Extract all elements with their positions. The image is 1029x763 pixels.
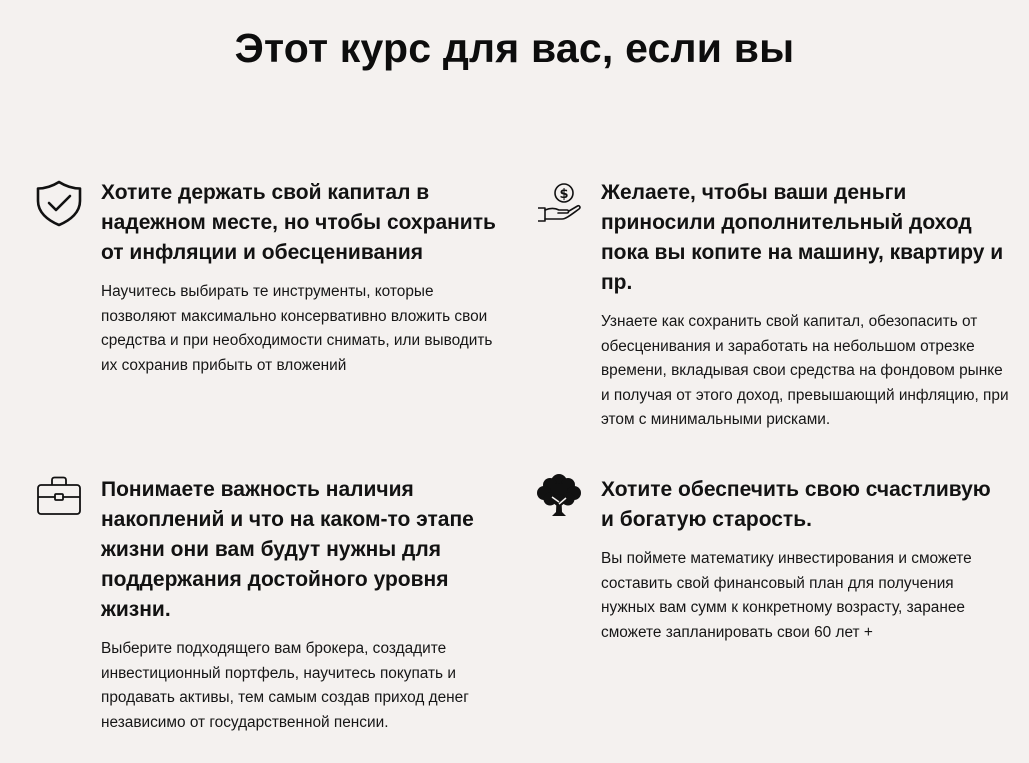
tree-icon <box>535 472 583 520</box>
feature-heading: Хотите держать свой капитал в надежном месте, но чтобы сохранить от инфляции и обесценивания <box>101 181 496 264</box>
page-title: Этот курс для вас, если вы <box>234 25 795 71</box>
briefcase-icon <box>35 473 83 521</box>
feature-description: Научитесь выбирать те инструменты, которые позволяют максимально консервативно вложить свои средства и при необходимости снимать, или выводить их сохранив прибыть от вложений <box>101 283 493 374</box>
feature-description: Узнаете как сохранить свой капитал, обезопасить от обесценивания и заработать на небольшом отрезке времени, вкладывая свои средства на фондовом рынке и получая от этого доход, превышающий инфляцию, при этом с минимальными рисками. <box>601 313 1009 429</box>
feature-heading: Понимаете важность наличия накоплений и что на каком-то этапе жизни они вам будут нужны для поддержания достойного уровня жизни. <box>101 478 474 621</box>
feature-description: Выберите подходящего вам брокера, создадите инвестиционный портфель, научитесь покупать и продавать активы, тем самым создав приход денег независимо от государственной пенсии. <box>101 640 469 731</box>
feature-heading: Хотите обеспечить свою счастливую и богатую старость. <box>601 478 991 531</box>
svg-text:$: $ <box>559 187 569 202</box>
hand-holding-dollar-icon <box>535 181 583 229</box>
shield-check-icon <box>35 179 83 227</box>
feature-heading: Желаете, чтобы ваши деньги приносили дополнительный доход пока вы копите на машину, квартиру и пр. <box>601 181 1004 294</box>
feature-description: Вы поймете математику инвестирования и сможете составить свой финансовый план для получения нужных вам сумм к конкретному возрасту, заранее сможете запланировать свои 60 лет + <box>601 550 972 641</box>
